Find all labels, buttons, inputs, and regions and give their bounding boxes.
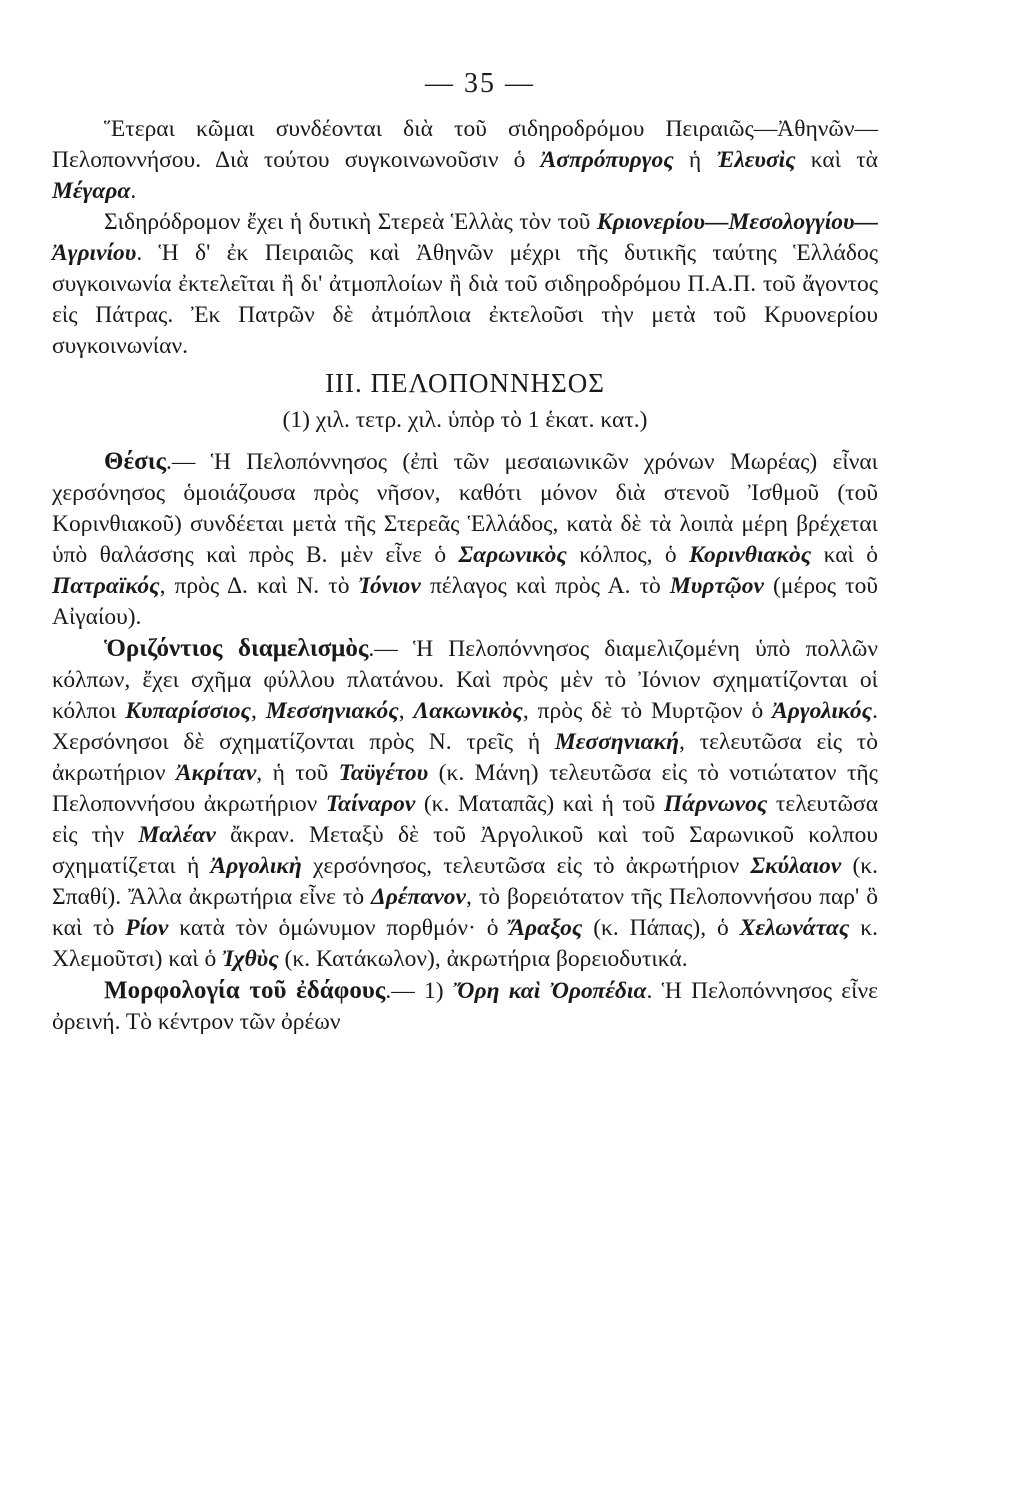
place-name: Ἀργολικὴ bbox=[210, 853, 302, 879]
subheading: Ὁριζόντιος διαμελισμὸς bbox=[104, 635, 369, 662]
place-name: Ἐλευσὶς bbox=[716, 147, 796, 173]
place-name: Ἀκρίταν bbox=[175, 760, 257, 786]
place-name: Μαλέαν bbox=[138, 822, 216, 848]
text: καὶ τὰ bbox=[795, 147, 878, 173]
page-number: — 35 — bbox=[425, 68, 535, 99]
subheading: Μορφολογία τοῦ ἐδάφους bbox=[104, 977, 386, 1004]
text: , πρὸς δὲ τὸ Μυρτῷον ὁ bbox=[522, 698, 773, 724]
text: (κ. Ματαπᾶς) καὶ ἡ τοῦ bbox=[415, 791, 664, 817]
text: , ἡ τοῦ bbox=[256, 760, 339, 786]
place-name: Κορινθιακὸς bbox=[689, 542, 812, 568]
place-name: Ὄρη καὶ Ὀροπέδια bbox=[452, 978, 647, 1004]
place-name: Ἀργολικός bbox=[772, 698, 873, 724]
place-name: Μεσσηνιακός bbox=[265, 698, 399, 724]
place-name: Σαρωνικὸς bbox=[458, 542, 567, 568]
place-name: Μέγαρα bbox=[52, 178, 131, 204]
text: πέλαγος καὶ πρὸς Α. τὸ bbox=[420, 573, 670, 599]
text: , bbox=[251, 698, 266, 724]
place-name: Σκύλαιον bbox=[750, 853, 842, 879]
place-name: Μυρτῷον bbox=[669, 573, 764, 599]
place-name: Ρίον bbox=[125, 915, 169, 941]
text: , τελευτῶσα εἰς τὸ ἀκρωτήριον bbox=[52, 729, 878, 786]
paragraph-western-railway bbox=[52, 207, 878, 362]
subheading: Θέσις bbox=[104, 448, 167, 475]
paragraph-morphology bbox=[52, 975, 878, 1038]
place-name: Δρέπανον bbox=[371, 884, 466, 910]
place-name: Ἰόνιον bbox=[358, 573, 421, 599]
place-name: Κριονερίου—Μεσολογγίου—Ἀγρινίου bbox=[52, 209, 878, 266]
text: χερσόνησος, τελευτῶσα εἰς τὸ ἀκρωτήριον bbox=[301, 853, 751, 879]
place-name: Ταϋγέτου bbox=[338, 760, 429, 786]
text: καὶ ὁ bbox=[811, 542, 878, 568]
section-heading: III. ΠΕΛΟΠΟΝΝΗΣΟΣ bbox=[325, 368, 605, 398]
units-line: (1) χιλ. τετρ. χιλ. ὑπὸρ τὸ 1 ἑκατ. κατ.) bbox=[282, 407, 648, 433]
text: . Ἡ δ' ἐκ Πειραιῶς καὶ Ἀθηνῶν μέχρι τῆς δυτικῆς ταύτης Ἑλλάδος συγκοινωνία ἐκτελεῖται ἢ δι' ἀτμοπλοίων ἢ διὰ τοῦ σιδηροδρόμου Π.Α.Π. τοῦ ἄγοντος εἰς Πάτρας. Ἐκ Πατρῶν δὲ ἀτμόπλοια ἐκτελοῦσι τὴν μετὰ τοῦ Κρυονερίου συγκοινωνίαν. bbox=[52, 240, 878, 359]
text: , τὸ βορειότατον τῆς Πελοποννήσου παρ' ὃ καὶ τὸ bbox=[52, 884, 878, 941]
place-name: Ἄραξος bbox=[509, 915, 583, 941]
text: Σιδηρόδρομον ἔχει ἡ δυτικὴ Στερεὰ Ἑλλὰς τὸν τοῦ bbox=[104, 209, 597, 235]
text: (κ. Πάπας), ὁ bbox=[582, 915, 740, 941]
place-name: Ἰχθὺς bbox=[222, 946, 279, 972]
place-name: Ἀσπρόπυργος bbox=[540, 147, 674, 173]
place-name: Λακωνικὸς bbox=[413, 698, 523, 724]
text: (κ. Κατάκωλον), ἀκρωτήρια βορειοδυτικά. bbox=[278, 946, 688, 972]
text: .— 1) bbox=[385, 978, 453, 1004]
place-name: Ταίναρον bbox=[325, 791, 416, 817]
text: Ἕτεραι κῶμαι συνδέονται διὰ τοῦ σιδηροδρόμου Πειραιῶς—Ἀθηνῶν—Πελοποννήσου. Διὰ τούτου συγκοινωνοῦσιν ὁ bbox=[52, 116, 878, 173]
page-body bbox=[52, 114, 878, 1038]
place-name: Πάρνωνος bbox=[663, 791, 768, 817]
text: . bbox=[130, 178, 137, 204]
place-name: Χελωνάτας bbox=[739, 915, 850, 941]
place-name: Κυπαρίσσιος bbox=[125, 698, 252, 724]
text: , πρὸς Δ. καὶ Ν. τὸ bbox=[159, 573, 359, 599]
paragraph-coastline bbox=[52, 633, 878, 975]
text: . Χερσόνησοι δὲ σχηματίζονται πρὸς Ν. τρεῖς ἡ bbox=[52, 698, 879, 755]
place-name: Πατραϊκός bbox=[52, 573, 160, 599]
text: κ. Χλεμοῦτσι) καὶ ὁ bbox=[52, 915, 878, 972]
text: κατὰ τὸν ὁμώνυμον πορθμόν· ὁ bbox=[168, 915, 510, 941]
text: (κ. Μάνη) τελευτῶσα εἰς τὸ νοτιώτατον τῆς Πελοποννήσου ἀκρωτήριον bbox=[52, 760, 878, 817]
place-name: Μεσσηνιακή bbox=[554, 729, 679, 755]
text: . Ἡ Πελοπόννησος εἶνε ὀρεινή. Τὸ κέντρον τῶν ὀρέων bbox=[52, 978, 878, 1035]
text: .— Ἡ Πελοπόννησος (ἐπὶ τῶν μεσαιωνικῶν χρόνων Μωρέας) εἶναι χερσόνησος ὁμοιάζουσα πρὸς νῆσον, καθότι μόνον διὰ στενοῦ Ἰσθμοῦ (τοῦ Κορινθιακοῦ) συνδέεται μετὰ τῆς Στερεᾶς Ἑλλάδος, κατὰ δὲ τὰ λοιπὰ μέρη βρέχεται ὑπὸ θαλάσσης καὶ πρὸς Β. μὲν εἶνε ὁ bbox=[52, 449, 878, 568]
text: τελευτῶσα εἰς τὴν bbox=[52, 791, 879, 848]
text: (μέρος τοῦ Αἰγαίου). bbox=[52, 573, 879, 630]
text: .— Ἡ Πελοπόννησος διαμελιζομένη ὑπὸ πολλῶν κόλπων, ἔχει σχῆμα φύλλου πλατάνου. Καὶ πρὸς μὲν τὸ Ἰόνιον σχηματίζονται οἱ κόλποι bbox=[52, 636, 878, 724]
paragraph-railways bbox=[52, 114, 878, 207]
text: , bbox=[398, 698, 414, 724]
text: (κ. Σπαθί). Ἄλλα ἀκρωτήρια εἶνε τὸ bbox=[52, 853, 878, 910]
text: ἄκραν. Μεταξὺ δὲ τοῦ Ἀργολικοῦ καὶ τοῦ Σαρωνικοῦ κολπου σχηματίζεται ἡ bbox=[52, 822, 878, 879]
paragraph-position bbox=[52, 446, 878, 633]
text: κόλπος, ὁ bbox=[566, 542, 690, 568]
text: ἡ bbox=[673, 147, 717, 173]
